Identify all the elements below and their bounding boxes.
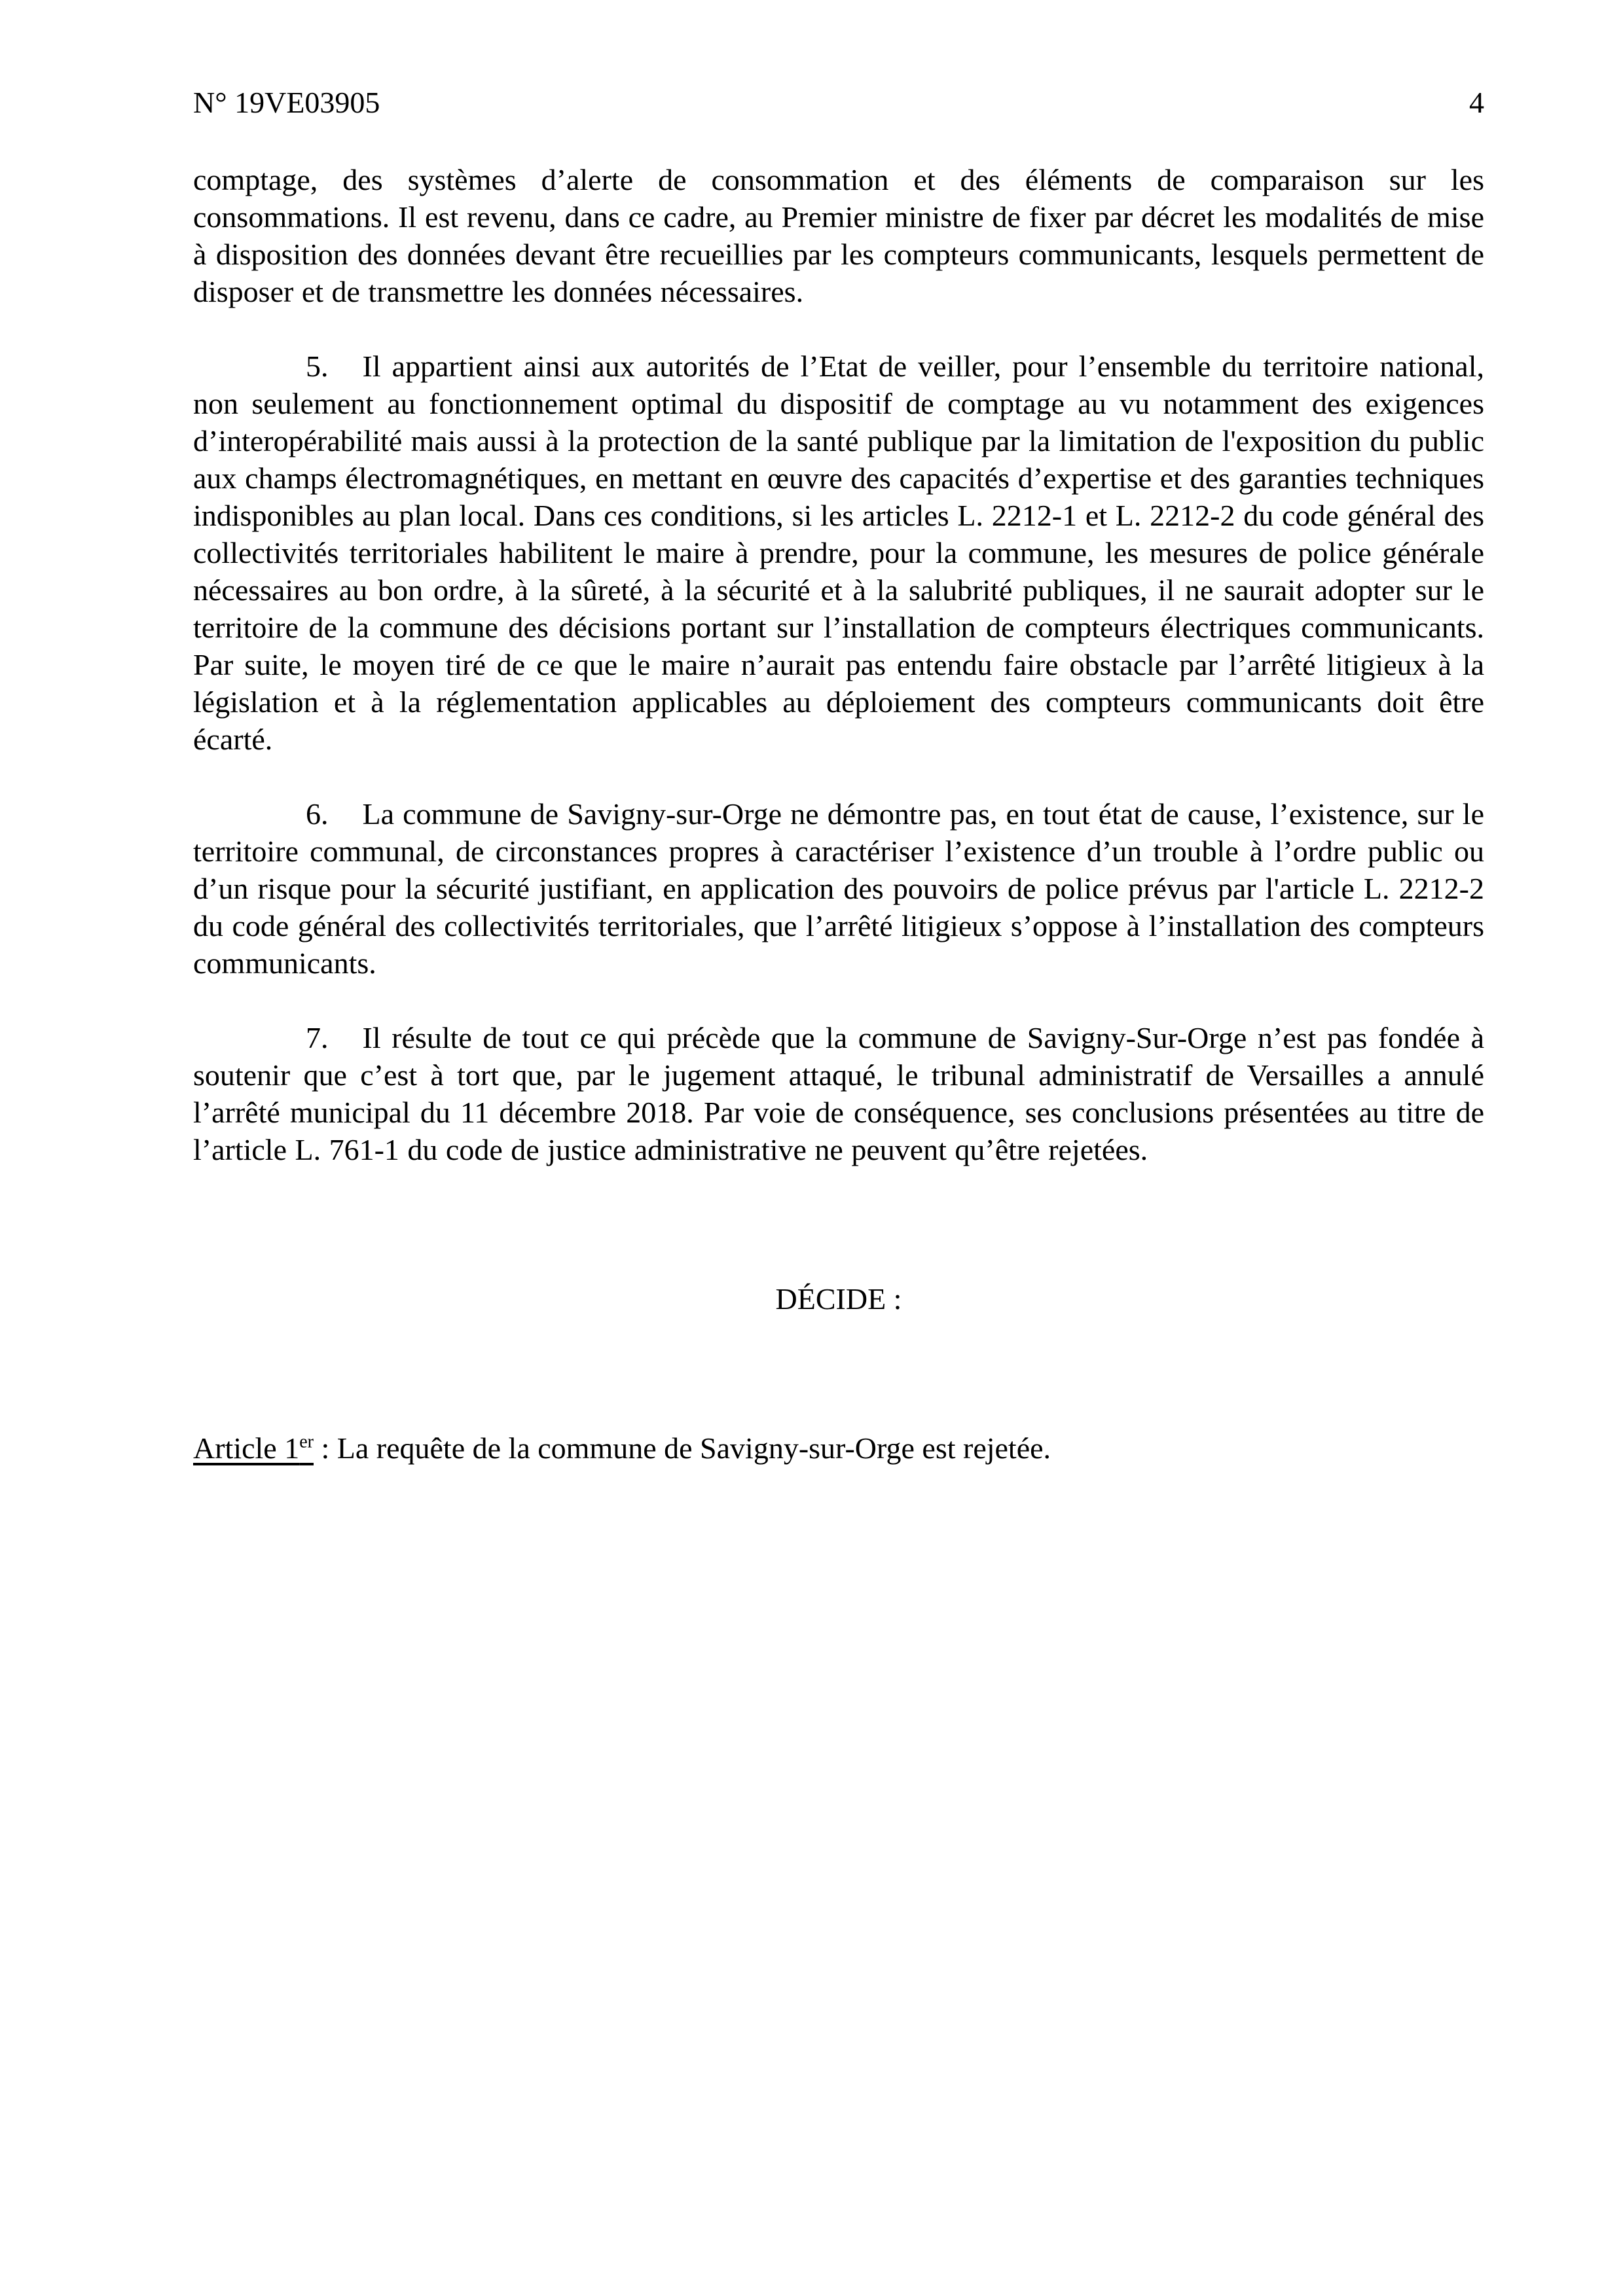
paragraph-5-number: 5. <box>306 350 329 383</box>
text-block <box>193 84 1484 1467</box>
article-1 <box>193 1429 1484 1467</box>
paragraph-7-number: 7. <box>306 1021 329 1054</box>
paragraph-6-number: 6. <box>306 797 329 831</box>
paragraph-5 <box>193 348 1484 758</box>
paragraph-6-text: La commune de Savigny-sur-Orge ne démontre pas, en tout état de cause, l’existence, sur le territoire communal, de circonstances propres à caractériser l’existence d’un trouble à l’ordre public ou d’un risque pour la sécurité justifiant, en application des pouvoirs de police prévus par l'article L. 2212-2 du code général des collectivités territoriales, que l’arrêté litigieux s’oppose à l’installation des compteurs communicants. <box>193 797 1484 980</box>
paragraph-intro-continuation: comptage, des systèmes d’alerte de consommation et des éléments de comparaison sur les consommations. Il est revenu, dans ce cadre, au Premier ministre de fixer par décret les modalités de mise à disposition des données devant être recueillies par les compteurs communicants, lesquels permettent de disposer et de transmettre les données nécessaires. <box>193 163 1484 308</box>
article-1-text: La requête de la commune de Savigny-sur-Orge est rejetée. <box>337 1431 1051 1465</box>
article-1-separator: : <box>313 1431 337 1465</box>
page-number: 4 <box>1469 86 1484 119</box>
case-number: N° 19VE03905 <box>193 86 380 119</box>
paragraph-6 <box>193 795 1484 982</box>
decision-heading: DÉCIDE : <box>775 1282 902 1316</box>
paragraph-7-text: Il résulte de tout ce qui précède que la commune de Savigny-Sur-Orge n’est pas fondée à soutenir que c’est à tort que, par le jugement attaqué, le tribunal administratif de Versailles a annulé l’arrêté municipal du 11 décembre 2018. Par voie de conséquence, ses conclusions présentées au titre de l’article L. 761-1 du code de justice administrative ne peuvent qu’être rejetées. <box>193 1021 1484 1166</box>
page-header <box>193 84 1484 121</box>
article-1-label-text: Article 1 <box>193 1431 300 1465</box>
article-1-ordinal-superscript: er <box>299 1431 314 1452</box>
article-1-label <box>193 1431 314 1465</box>
paragraph-7 <box>193 1019 1484 1168</box>
paragraph-5-text: Il appartient ainsi aux autorités de l’Etat de veiller, pour l’ensemble du territoire national, non seulement au fonctionnement optimal du dispositif de comptage au vu notamment des exigences d’interopérabilité mais aussi à la protection de la santé publique par la limitation de l'exposition du public aux champs électromagnétiques, en mettant en œuvre des capacités d’expertise et des garanties techniques indisponibles au plan local. Dans ces conditions, si les articles L. 2212-1 et L. 2212-2 du code général des collectivités territoriales habilitent le maire à prendre, pour la commune, les mesures de police générale nécessaires au bon ordre, à la sûreté, à la sécurité et à la salubrité publiques, il ne saurait adopter sur le territoire de la commune des décisions portant sur l’installation de compteurs électriques communicants. Par suite, le moyen tiré de ce que le maire n’aurait pas entendu faire obstacle par l’arrêté litigieux à la législation et à la réglementation applicables au déploiement des compteurs communicants doit être écarté. <box>193 350 1484 756</box>
